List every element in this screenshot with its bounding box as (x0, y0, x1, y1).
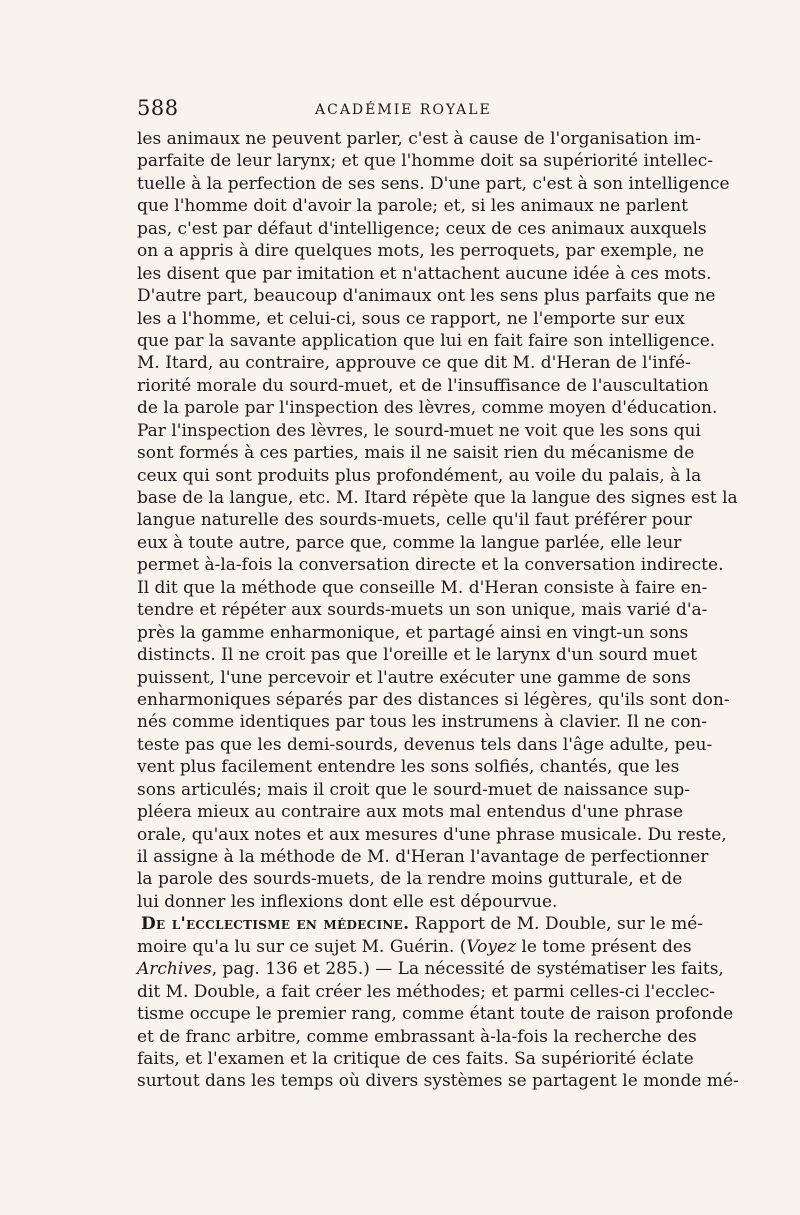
text-line: la parole des sourds-muets, de la rendre moins gutturale, et de (137, 869, 683, 890)
text-line: enharmoniques séparés par des distances si légères, qu'ils sont don- (137, 689, 730, 710)
voyez-italic: Voyez (466, 936, 516, 957)
section-line: surtout dans les temps où divers systèmes se partagent le monde mé- (137, 1071, 739, 1092)
section-text: moire qu'a lu sur ce sujet M. Guérin. ( (137, 936, 467, 957)
text-line: nés comme identiques par tous les instrumens à clavier. Il ne con- (137, 712, 708, 733)
text-line: que l'homme doit d'avoir la parole; et, si les animaux ne parlent (137, 196, 689, 217)
section-text: , pag. 136 et 285.) — La nécessité de systématiser les faits, (211, 959, 724, 980)
text-line: permet à-la-fois la conversation directe et la conversation indirecte. (137, 555, 724, 576)
section-line (137, 958, 724, 980)
page-header (137, 96, 661, 126)
section-text: Rapport de M. Double, sur le mé- (409, 914, 703, 935)
section-line (137, 936, 692, 958)
text-line: vent plus facilement entendre les sons solfiés, chantés, que les (137, 757, 680, 778)
archives-italic: Archives (137, 959, 212, 980)
text-line: Il dit que la méthode que conseille M. d'Heran consiste à faire en- (137, 577, 708, 598)
text-line: langue naturelle des sourds-muets, celle qu'il faut préférer pour (137, 510, 692, 531)
text-line: ceux qui sont produits plus profondément, au voile du palais, à la (137, 465, 702, 486)
text-line: tuelle à la perfection de ses sens. D'une part, c'est à son intelligence (137, 173, 730, 194)
text-line: les a l'homme, et celui-ci, sous ce rapport, ne l'emporte sur eux (137, 308, 685, 329)
section-line: faits, et l'examen et la critique de ces faits. Sa supériorité éclate (137, 1048, 694, 1069)
text-line: eux à toute autre, parce que, comme la langue parlée, elle leur (137, 532, 682, 553)
text-line: sons articulés; mais il croit que le sourd-muet de naissance sup- (137, 779, 690, 800)
text-line: teste pas que les demi-sourds, devenus tels dans l'âge adulte, peu- (137, 734, 713, 755)
text-line: D'autre part, beaucoup d'animaux ont les sens plus parfaits que ne (137, 286, 716, 307)
text-line: M. Itard, au contraire, approuve ce que dit M. d'Heran de l'infé- (137, 353, 691, 374)
section-line: tisme occupe le premier rang, comme étant toute de raison profonde (137, 1004, 734, 1025)
text-line: sont formés à ces parties, mais il ne saisit rien du mécanisme de (137, 443, 695, 464)
text-line: riorité morale du sourd-muet, et de l'insuffisance de l'auscultation (137, 375, 709, 396)
text-line: base de la langue, etc. M. Itard répète que la langue des signes est la (137, 488, 738, 508)
text-line: les disent que par imitation et n'attachent aucune idée à ces mots. (137, 263, 712, 284)
text-line: que par la savante application que lui en fait faire son intelligence. (137, 330, 716, 351)
body-text (137, 128, 739, 1093)
running-head: ACADÉMIE ROYALE (315, 102, 492, 118)
text-line: distincts. Il ne croit pas que l'oreille et le larynx d'un sourd muet (137, 645, 697, 666)
text-line: tendre et répéter aux sourds-muets un son unique, mais varié d'a- (137, 600, 708, 621)
section-line: et de franc arbitre, comme embrassant à-la-fois la recherche des (137, 1026, 697, 1047)
text-line: on a appris à dire quelques mots, les perroquets, par exemple, ne (137, 241, 705, 262)
text-line: lui donner les inflexions dont elle est dépourvue. (137, 891, 558, 912)
text-line: parfaite de leur larynx; et que l'homme doit sa supériorité intellec- (137, 151, 713, 172)
text-line: pas, c'est par défaut d'intelligence; ceux de ces animaux auxquels (137, 218, 707, 239)
section-first-line (137, 913, 703, 935)
section-title: De l'ecclectisme en médecine. (141, 914, 410, 935)
page-number: 588 (137, 96, 179, 120)
section-text: le tome présent des (515, 936, 692, 957)
section-line: dit M. Double, a fait créer les méthodes; et parmi celles-ci l'ecclec- (137, 981, 716, 1002)
text-line: il assigne à la méthode de M. d'Heran l'avantage de perfectionner (137, 847, 709, 867)
text-line: de la parole par l'inspection des lèvres, comme moyen d'éducation. (137, 398, 718, 419)
text-line: Par l'inspection des lèvres, le sourd-muet ne voit que les sons qui (137, 420, 701, 441)
text-line: puissent, l'une percevoir et l'autre exécuter une gamme de sons (137, 667, 691, 688)
text-line: près la gamme enharmonique, et partagé ainsi en vingt-un sons (137, 622, 689, 643)
text-line: les animaux ne peuvent parler, c'est à cause de l'organisation im- (137, 129, 701, 149)
text-line: pléera mieux au contraire aux mots mal entendus d'une phrase (137, 802, 684, 823)
text-line: orale, qu'aux notes et aux mesures d'une phrase musicale. Du reste, (137, 824, 727, 845)
